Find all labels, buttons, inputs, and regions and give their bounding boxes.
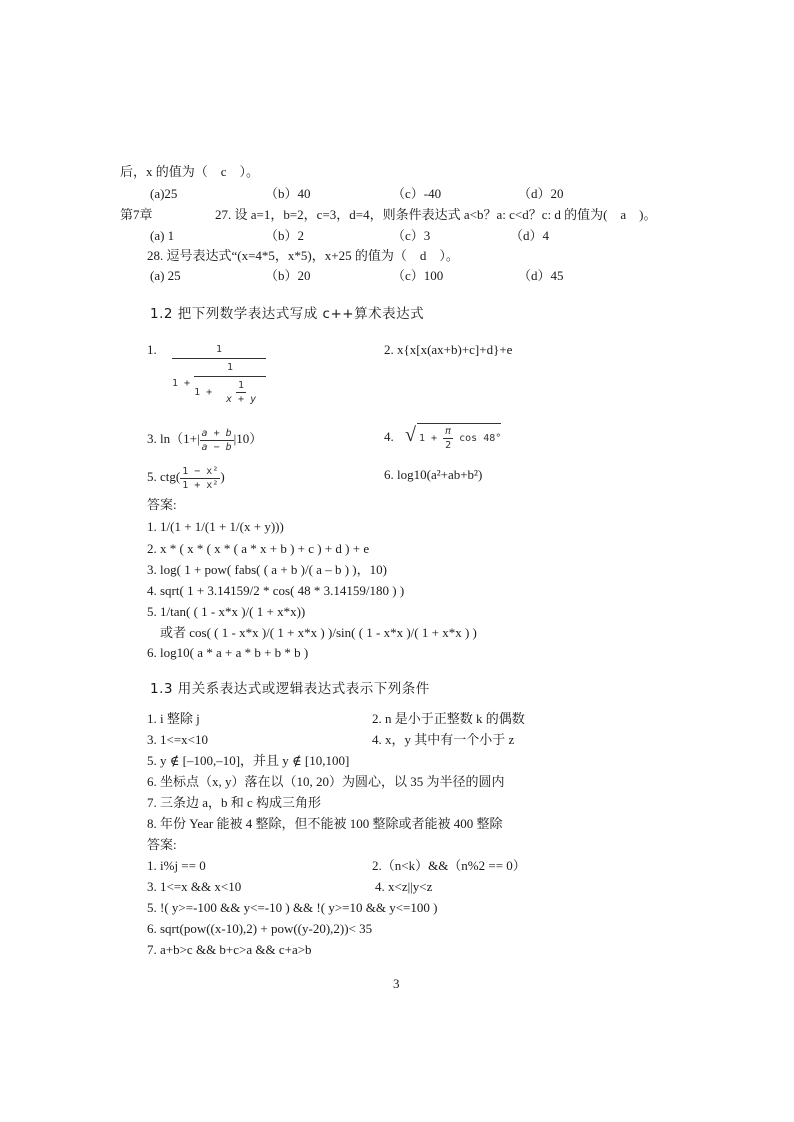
- q28-text: 28. 逗号表达式“(x=4*5，x*5)，x+25 的值为（ d ）。: [147, 248, 459, 263]
- section-heading-1-2: 1.2 把下列数学表达式写成 c++算术表达式: [150, 306, 425, 322]
- expr2: 2. x{x[x(ax+b)+c]+d}+e: [384, 342, 513, 357]
- option: （c）3: [392, 228, 431, 243]
- condition-item: 7. 三条边 a，b 和 c 构成三角形: [147, 795, 322, 810]
- condition-item: 8. 年份 Year 能被 4 整除，但不能被 100 整除或者能被 400 整除: [147, 816, 503, 831]
- option: (a) 25: [150, 268, 181, 283]
- answer-line: 2.（n<k）&&（n%2 == 0）: [372, 858, 526, 873]
- answer-label: 答案:: [147, 497, 177, 512]
- answer-line: 2. x * ( x * ( x * ( a * x + b ) + c ) + d ) + e: [147, 541, 370, 556]
- option: （b）2: [265, 228, 305, 243]
- q26-tail: 后，x 的值为（ c ）。: [120, 164, 260, 179]
- answer-line: 5. !( y>=-100 && y<=-10 ) && !( y>=10 && y<=100 ): [147, 900, 438, 915]
- expr4: 4. √ 1 + $\frac{\pi}{2}$ cos 48°: [384, 420, 501, 454]
- chapter-label: 第7章: [120, 207, 153, 222]
- expr1-formula: 1 1 + 1 1 + $\frac{1}{x + y}$: [172, 343, 266, 406]
- answer-line: 5. 1/tan( ( 1 - x*x )/( 1 + x*x)): [147, 604, 306, 619]
- option: （c）-40: [392, 186, 442, 201]
- answer-line: 6. sqrt(pow((x-10),2) + pow((y-20),2))< 35: [147, 921, 373, 936]
- option: （c）100: [392, 268, 444, 283]
- option: (a) 1: [150, 228, 175, 243]
- option: （b）20: [265, 268, 311, 283]
- answer-line: 3. log( 1 + pow( fabs( ( a + b )/( a – b ) )，10): [147, 562, 387, 577]
- answer-label: 答案:: [147, 837, 177, 852]
- answer-line: 或者 cos( ( 1 - x*x )/( 1 + x*x ) )/sin( ( 1 - x*x )/( 1 + x*x ) ): [147, 625, 477, 640]
- page-number: 3: [393, 976, 400, 991]
- expr1-label: 1.: [147, 342, 157, 357]
- expr5: 5. ctg( $\frac{\text{1 − x²}}{\text{1 + x²}}$ ): [147, 465, 225, 491]
- answer-line: 3. 1<=x && x<10: [147, 879, 242, 894]
- condition-item: 6. 坐标点（x, y）落在以（10, 20）为圆心，以 35 为半径的圆内: [147, 774, 505, 789]
- expr6: 6. log10(a²+ab+b²): [384, 467, 483, 482]
- sqrt-icon: √: [405, 424, 416, 446]
- option: （d）45: [518, 268, 564, 283]
- option: （d）20: [518, 186, 564, 201]
- q27-text: 27. 设 a=1，b=2，c=3，d=4，则条件表达式 a<b？a: c<d？c: d 的值为( a )。: [215, 207, 657, 222]
- section-heading-1-3: 1.3 用关系表达式或逻辑表达式表示下列条件: [150, 681, 430, 697]
- condition-item: 1. i 整除 j: [147, 711, 200, 726]
- option: （d）4: [510, 228, 550, 243]
- option: （b）40: [265, 186, 311, 201]
- answer-line: 4. x<z||y<z: [375, 879, 433, 894]
- option: (a)25: [150, 186, 178, 201]
- condition-item: 4. x，y 其中有一个小于 z: [372, 732, 515, 747]
- expr3: 3. ln（1+| $\frac{a + b}{a - b}$ |10）: [147, 427, 263, 453]
- answer-line: 1. 1/(1 + 1/(1 + 1/(x + y))): [147, 519, 284, 534]
- answer-line: 7. a+b>c && b+c>a && c+a>b: [147, 942, 312, 957]
- condition-item: 3. 1<=x<10: [147, 732, 208, 747]
- condition-item: 2. n 是小于正整数 k 的偶数: [372, 711, 525, 726]
- answer-line: 6. log10( a * a + a * b + b * b ): [147, 645, 309, 660]
- answer-line: 4. sqrt( 1 + 3.14159/2 * cos( 48 * 3.14159/180 ) ): [147, 583, 405, 598]
- answer-line: 1. i%j == 0: [147, 858, 206, 873]
- condition-item: 5. y ∉ [–100,–10]，并且 y ∉ [10,100]: [147, 753, 350, 768]
